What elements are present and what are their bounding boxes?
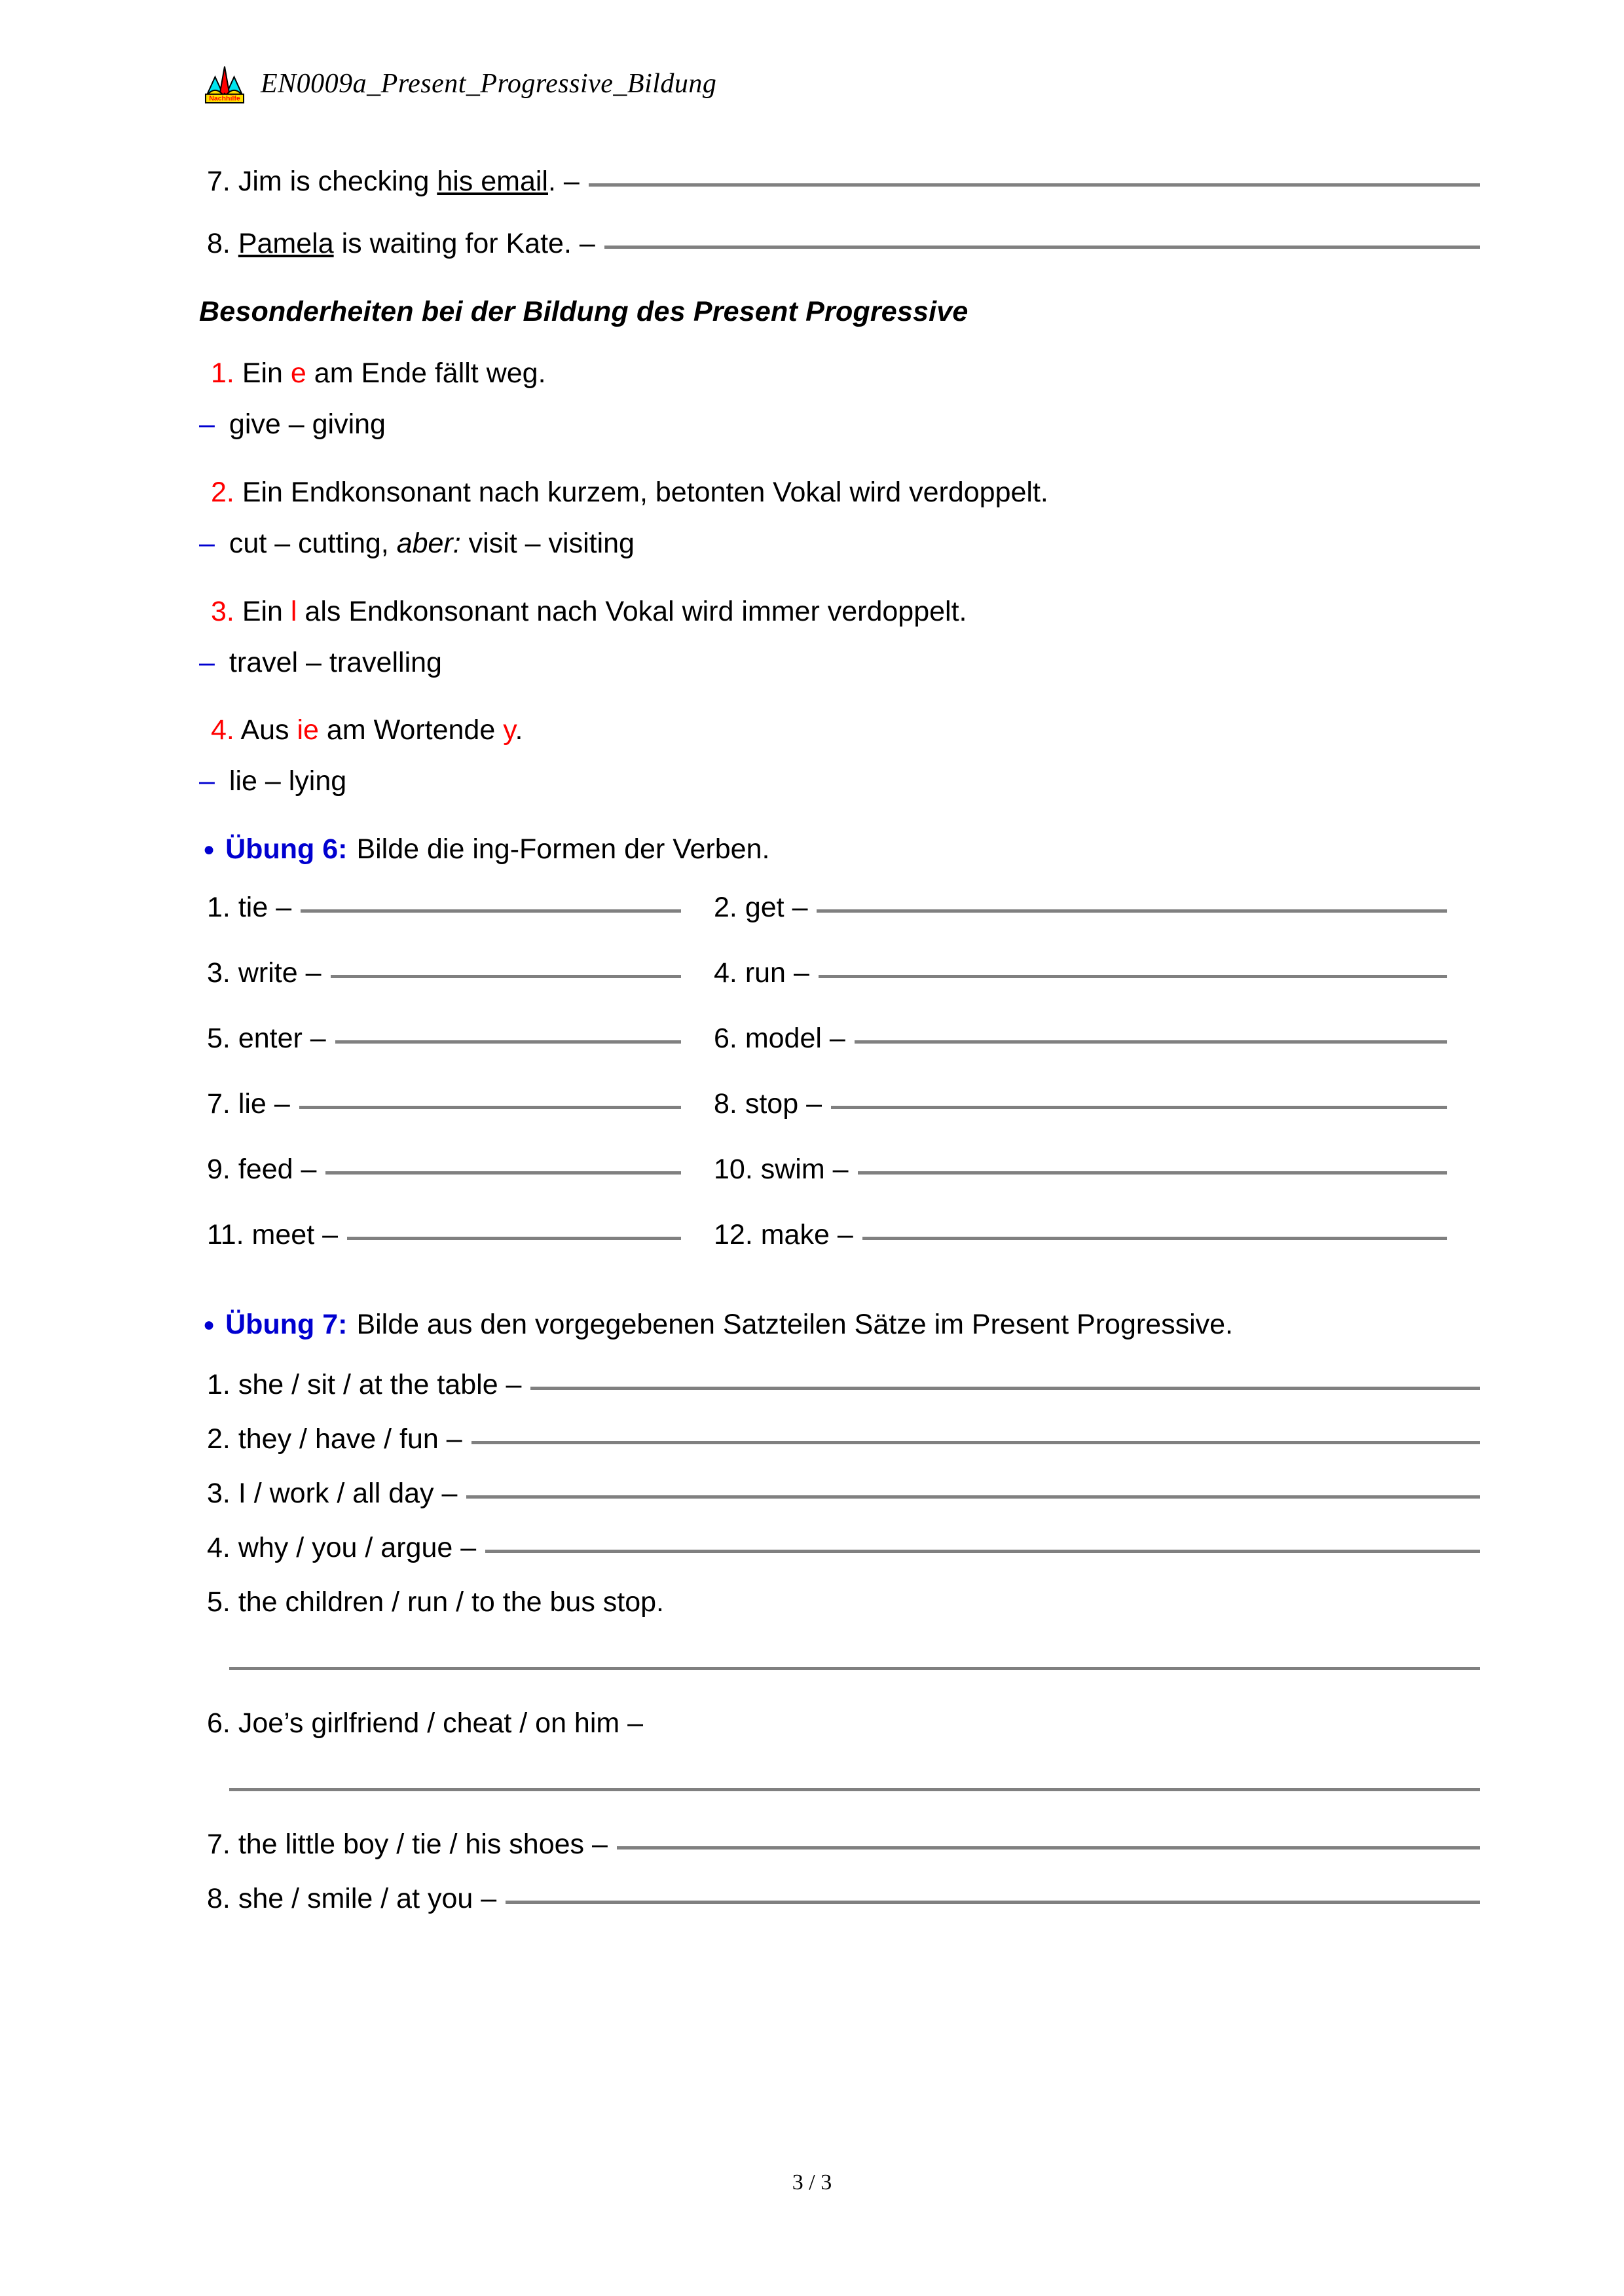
example-text-pre: travel – travelling (229, 646, 442, 678)
verb-word: meet (251, 1219, 315, 1251)
item-text: the children / run / to the bus stop. (230, 1586, 664, 1618)
rule-example (196, 526, 1480, 562)
item-number: 2. (714, 892, 737, 924)
item-dash: – (837, 1219, 853, 1251)
item-number: 7. (207, 1828, 231, 1860)
sentence-item (196, 1705, 1480, 1742)
answer-line[interactable] (819, 975, 1447, 978)
item-dash: – (274, 1088, 290, 1120)
item-dash: – (829, 1023, 845, 1055)
item-number: 1. (207, 892, 231, 924)
item-number: 6. (714, 1023, 737, 1055)
answer-line[interactable] (331, 975, 682, 978)
list-item (196, 226, 1480, 262)
sentence-item (196, 1421, 1480, 1457)
answer-line[interactable] (506, 1901, 1480, 1904)
example-text-pre: cut – cutting, (229, 527, 397, 559)
item-dash: – (276, 892, 292, 924)
verb-item (196, 957, 714, 1023)
sentence-item (196, 1827, 1480, 1863)
rule-statement (196, 712, 1480, 749)
item-dash: – (301, 1154, 317, 1186)
rule-highlight: l (290, 595, 297, 627)
item-number: 4. (207, 1532, 231, 1564)
rule-highlight: ie (297, 714, 319, 746)
verb-word: run (745, 957, 786, 989)
verb-item (714, 957, 1480, 1023)
item-number: 8. (714, 1088, 737, 1120)
verb-item (196, 1154, 714, 1219)
rule-text-post: am Wortende (318, 714, 504, 746)
rule-block (196, 594, 1480, 682)
rule-block (196, 712, 1480, 800)
verb-item (714, 892, 1480, 957)
rule-text-pre: Ein (234, 357, 291, 390)
item-number: 3. (207, 1478, 231, 1510)
answer-line[interactable] (862, 1237, 1447, 1240)
item-number: 11. (207, 1219, 244, 1251)
answer-line[interactable] (335, 1040, 681, 1044)
item-number: 7. (207, 166, 231, 197)
dash-bullet-icon: – (199, 765, 215, 797)
item-text-underlined: his email (437, 166, 548, 197)
item-text: Joe’s girlfriend / cheat / on him – (230, 1707, 644, 1739)
item-text-post: is waiting for Kate. – (333, 228, 595, 260)
item-dash: – (832, 1154, 849, 1186)
answer-line[interactable] (471, 1441, 1480, 1444)
answer-line[interactable] (325, 1171, 681, 1175)
verb-word: stop (745, 1088, 799, 1120)
rule-statement (196, 475, 1480, 511)
section-heading: Besonderheiten bei der Bildung des Present Progressive (199, 296, 969, 328)
exercise-description: Bilde aus den vorgegebenen Satzteilen Sätze im Present Progressive. (356, 1309, 1234, 1341)
item-dash: – (806, 1088, 822, 1120)
sentence-item (196, 1881, 1480, 1917)
rule-number: 2. (211, 476, 234, 508)
rule-text-pre: Aus (234, 714, 297, 746)
rule-text-pre: Ein (234, 595, 291, 627)
page-number: 3 / 3 (792, 2170, 832, 2195)
verb-word: lie (238, 1088, 267, 1120)
dash-bullet-icon: – (199, 408, 215, 440)
rule-text-post: als Endkonsonant nach Vokal wird immer verdoppelt. (297, 595, 967, 627)
item-number: 12. (714, 1219, 753, 1251)
answer-line[interactable] (466, 1495, 1480, 1499)
rule-highlight-2: y (503, 714, 515, 746)
answer-line[interactable] (617, 1846, 1480, 1850)
item-number: 4. (714, 957, 737, 989)
item-dash: – (322, 1219, 339, 1251)
item-number: 8. (207, 228, 231, 260)
answer-line[interactable] (831, 1106, 1447, 1109)
example-text-post: visit – visiting (460, 527, 635, 559)
verb-word: tie (238, 892, 268, 924)
rule-statement (196, 594, 1480, 630)
answer-line[interactable] (347, 1237, 681, 1240)
exercise-label: Übung 6: (225, 833, 348, 866)
item-text-post: . – (547, 166, 580, 197)
rule-text-pre: Ein Endkonsonant nach kurzem, betonten Vokal wird verdoppelt. (234, 476, 1048, 508)
page-footer (0, 2170, 1624, 2195)
logo-wordmark: Nachhilfe (209, 94, 240, 103)
rule-example (196, 763, 1480, 800)
rule-statement (196, 355, 1480, 392)
exercise-heading-uebung-7 (196, 1307, 1480, 1343)
item-text-underlined: Pamela (238, 228, 334, 260)
item-number: 7. (207, 1088, 231, 1120)
item-text-pre (231, 228, 238, 259)
item-number: 3. (207, 957, 231, 989)
sentence-item (196, 1367, 1480, 1403)
dash-bullet-icon: – (199, 527, 215, 559)
example-text-pre: give – giving (229, 408, 386, 440)
exercise-label: Übung 7: (225, 1309, 348, 1341)
item-dash: – (310, 1023, 326, 1055)
item-number: 1. (207, 1368, 231, 1400)
item-dash: – (793, 957, 809, 989)
exercise-description: Bilde die ing-Formen der Verben. (356, 833, 770, 866)
verb-word: feed (238, 1154, 293, 1186)
verb-word: write (238, 957, 298, 989)
verb-item (714, 1154, 1480, 1219)
sentence-item (196, 1530, 1480, 1566)
verb-item (714, 1219, 1480, 1285)
answer-line[interactable] (229, 1667, 1480, 1670)
rule-block (196, 355, 1480, 443)
item-number: 8. (207, 1882, 231, 1914)
bullet-dot-icon: ● (203, 1314, 215, 1336)
verb-item (196, 892, 714, 957)
verb-word: enter (238, 1023, 303, 1055)
list-item (196, 164, 1480, 200)
verb-exercise-grid (196, 892, 1480, 1285)
answer-line[interactable] (604, 246, 1480, 249)
item-text: why / you / argue – (230, 1532, 477, 1564)
item-dash: – (305, 957, 322, 989)
verb-item (714, 1088, 1480, 1154)
sentence-item (196, 1476, 1480, 1512)
bullet-dot-icon: ● (203, 839, 215, 861)
verb-word: get (745, 892, 784, 924)
item-text: she / smile / at you – (230, 1882, 497, 1914)
answer-line[interactable] (589, 183, 1480, 187)
rule-text-post: am Ende fällt weg. (306, 357, 546, 390)
dash-bullet-icon: – (199, 646, 215, 678)
page-title: EN0009a_Present_Progressive_Bildung (261, 69, 717, 99)
verb-item (196, 1219, 714, 1285)
nachhilfe-logo-icon (203, 62, 246, 105)
item-text-pre: Jim is checking (230, 166, 437, 197)
item-number: 10. (714, 1154, 753, 1186)
verb-word: model (745, 1023, 822, 1055)
item-text: I / work / all day – (230, 1478, 458, 1510)
item-number: 5. (207, 1586, 231, 1618)
exercise-heading-uebung-6 (196, 831, 1480, 868)
answer-line[interactable] (299, 1106, 681, 1109)
verb-item (714, 1023, 1480, 1088)
answer-line[interactable] (858, 1171, 1447, 1175)
answer-line[interactable] (229, 1788, 1480, 1791)
rule-number: 1. (211, 357, 234, 390)
verb-item (196, 1088, 714, 1154)
item-text: they / have / fun – (230, 1423, 462, 1455)
item-dash: – (792, 892, 808, 924)
item-text: she / sit / at the table – (230, 1368, 522, 1400)
answer-line[interactable] (817, 909, 1447, 913)
rule-text-post-2: . (515, 714, 523, 746)
document-body (196, 164, 1480, 1935)
answer-line[interactable] (301, 909, 681, 913)
verb-word: make (760, 1219, 830, 1251)
item-number: 2. (207, 1423, 231, 1455)
verb-item (196, 1023, 714, 1088)
verb-word: swim (760, 1154, 825, 1186)
rule-number: 4. (211, 714, 234, 746)
answer-line[interactable] (485, 1550, 1480, 1553)
example-text-pre: lie – lying (229, 765, 347, 797)
rule-highlight: e (290, 357, 306, 390)
rule-number: 3. (211, 595, 234, 627)
rule-example (196, 407, 1480, 443)
answer-line[interactable] (855, 1040, 1447, 1044)
item-number: 6. (207, 1707, 231, 1739)
item-number: 9. (207, 1154, 231, 1186)
rule-example (196, 645, 1480, 682)
document-header (203, 62, 716, 105)
item-number: 5. (207, 1023, 231, 1055)
item-text: the little boy / tie / his shoes – (230, 1828, 608, 1860)
rule-block (196, 475, 1480, 562)
answer-line[interactable] (530, 1387, 1480, 1390)
example-text-italic: aber: (396, 527, 461, 559)
sentence-item (196, 1584, 1480, 1621)
